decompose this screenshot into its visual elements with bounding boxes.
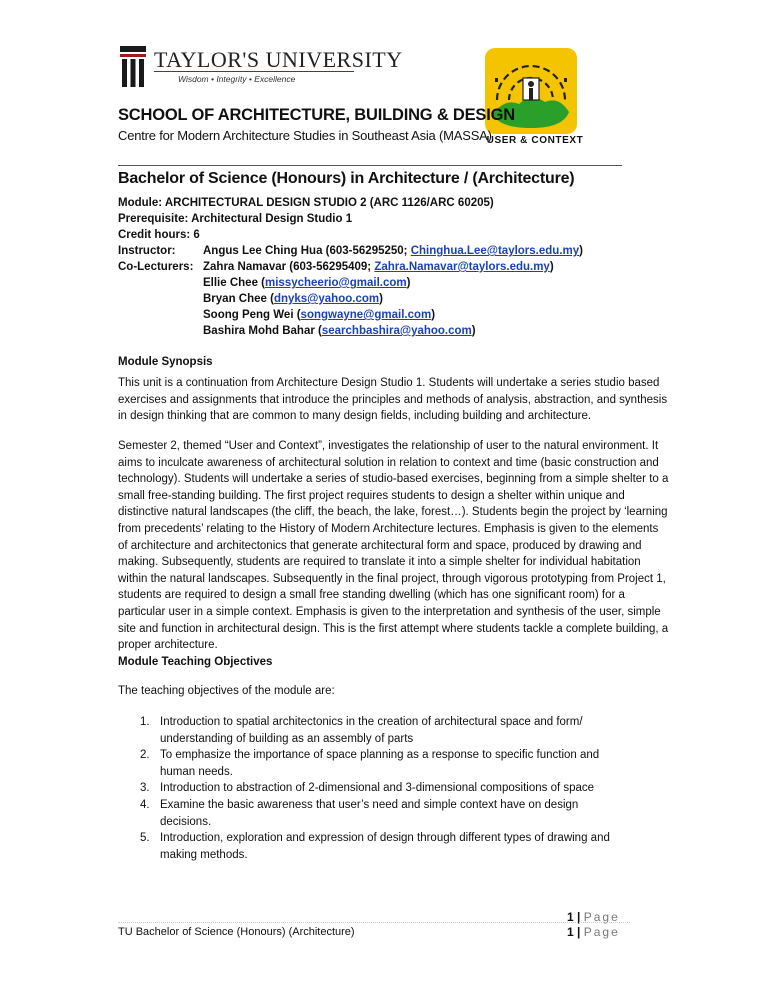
objectives-intro: The teaching objectives of the module are:	[118, 685, 335, 697]
list-item: 5. Introduction, exploration and expression of design through different types of drawing and making methods.	[140, 832, 610, 861]
synopsis-paragraph-2: Semester 2, themed “User and Context”, investigates the relationship of user to the natural environment. It aims to inculcate awareness of architectural solution in relation to context and time (basic construction and technology). Students will undertake a series of studio-based exercises, beginning from a simple shelter to a small free-standing building. The first project requires students to design a shelter within unique and distinctive natural landscapes (the cliff, the beach, the lake, forest…). Students begin the project by ‘learning from precedents’ relating to the History of Modern Architecture lectures. Emphasis is given to the elements of architecture and architectonics that generate architectural form and space, produced by drawing and making. Subsequently, students are required to translate it into a simple shelter for individual habitation within the natural landscapes. Subsequently in the final project, through vigorous prototyping from Project 1, students are required to design a small free standing dwelling (which has one significant room) for a particular user in a simple context. Emphasis is given to the interpretation and synthesis of the user, simple site and function in architectural design. This is the first attempt where students tackle a complete building, a proper architecture.	[118, 440, 669, 652]
logo-divider	[154, 71, 354, 72]
centre-subtitle: Centre for Modern Architecture Studies in Southeast Asia (MASSA)	[118, 128, 492, 143]
colecturer-email-link[interactable]: Zahra.Namavar@taylors.edu.my	[374, 261, 550, 273]
header-divider	[118, 165, 622, 166]
synopsis-paragraph-1: This unit is a continuation from Architecture Design Studio 1. Students will undertake a series studio based exercises and assignments that introduce the principles and methods of analysis, abstraction, and synthesis in design thinking that are common to many design fields, including building and architecture.	[118, 377, 668, 423]
footer-text: TU Bachelor of Science (Honours) (Architecture)	[118, 926, 355, 938]
school-title: SCHOOL OF ARCHITECTURE, BUILDING & DESIGN	[118, 106, 515, 124]
user-context-label: USER & CONTEXT	[486, 135, 584, 146]
page-number-upper: 1 | Page	[567, 910, 620, 924]
colecturer-entry: Bashira Mohd Bahar (searchbashira@yahoo.com)	[203, 325, 476, 337]
taylors-logo-icon	[118, 44, 148, 90]
instructor-label: Instructor:	[118, 245, 176, 257]
footer-divider	[118, 922, 630, 923]
prerequisite-line: Prerequisite: Architectural Design Studio 1	[118, 213, 353, 225]
colecturer-entry: Soong Peng Wei (songwayne@gmail.com)	[203, 309, 436, 321]
instructor-name: Angus Lee Ching Hua (603-56295250;	[203, 245, 411, 257]
list-item: 2. To emphasize the importance of space planning as a response to specific function and human needs.	[140, 749, 600, 778]
objectives-heading: Module Teaching Objectives	[118, 656, 273, 668]
credit-hours-line: Credit hours: 6	[118, 229, 200, 241]
module-line: Module: ARCHITECTURAL DESIGN STUDIO 2 (ARC 1126/ARC 60205)	[118, 197, 494, 209]
program-title: Bachelor of Science (Honours) in Architecture / (Architecture)	[118, 170, 575, 187]
instructor-entry: Angus Lee Ching Hua (603-56295250; Chinghua.Lee@taylors.edu.my)	[203, 245, 583, 257]
university-name: TAYLOR'S UNIVERSITY	[154, 47, 403, 72]
colecturer-email-link[interactable]: missycheerio@gmail.com	[265, 277, 407, 289]
synopsis-heading: Module Synopsis	[118, 356, 213, 368]
colecturer-email-link[interactable]: dnyks@yahoo.com	[273, 293, 380, 305]
page-number: 1 | Page	[567, 925, 620, 939]
instructor-email-link[interactable]: Chinghua.Lee@taylors.edu.my	[410, 245, 580, 257]
university-logo	[118, 44, 403, 90]
list-item: 3. Introduction to abstraction of 2-dimensional and 3-dimensional compositions of space	[140, 782, 595, 795]
objectives-list	[118, 714, 630, 863]
colecturer-entry: Zahra Namavar (603-56295409; Zahra.Namavar@taylors.edu.my)	[203, 261, 554, 273]
colecturer-email-link[interactable]: songwayne@gmail.com	[300, 309, 432, 321]
colecturers-label: Co-Lecturers:	[118, 261, 194, 273]
university-tagline: Wisdom • Integrity • Excellence	[178, 74, 296, 84]
colecturer-email-link[interactable]: searchbashira@yahoo.com	[321, 325, 472, 337]
colecturer-entry: Bryan Chee (dnyks@yahoo.com)	[203, 293, 383, 305]
list-item: 1. Introduction to spatial architectonics in the creation of architectural space and form/ understanding of building as an assembly of parts	[140, 716, 583, 745]
list-item: 4. Examine the basic awareness that user’s need and simple context have on design decisions.	[140, 798, 579, 828]
colecturer-entry: Ellie Chee (missycheerio@gmail.com)	[203, 277, 411, 289]
